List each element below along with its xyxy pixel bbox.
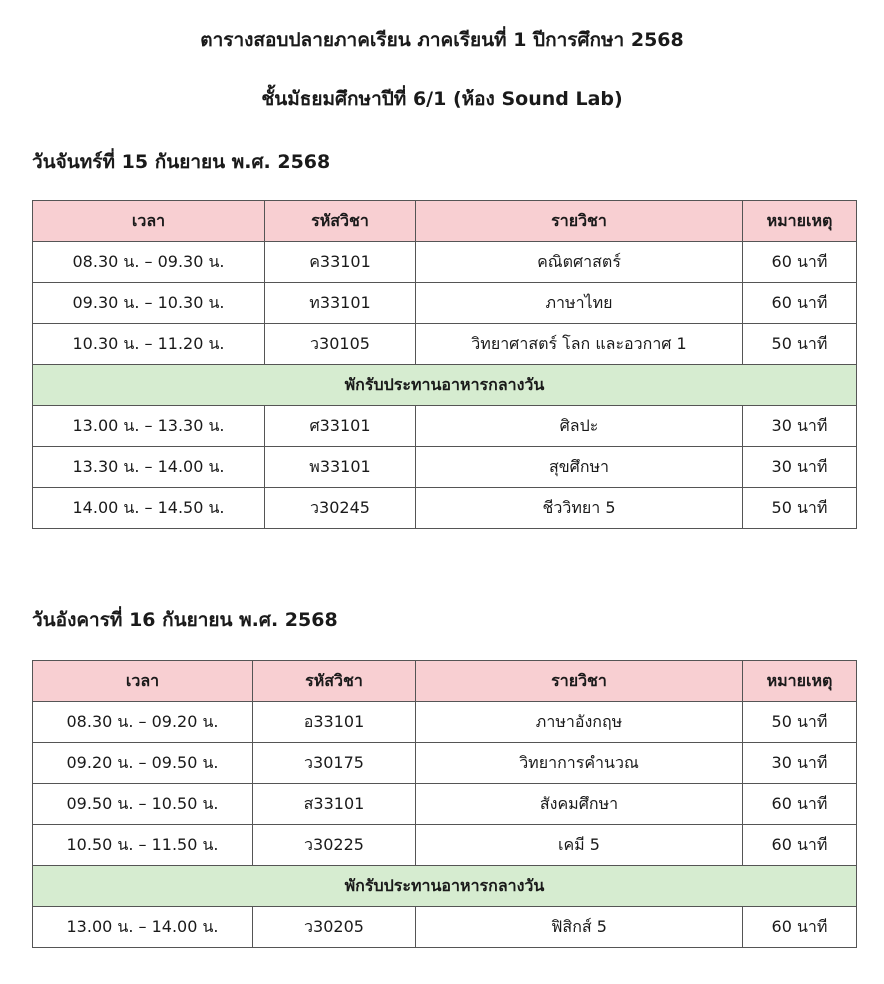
- cell-code: ว30175: [253, 743, 416, 784]
- cell-subject: คณิตศาสตร์: [416, 242, 743, 283]
- cell-note: 60 นาที: [743, 907, 857, 948]
- cell-note: 50 นาที: [743, 702, 857, 743]
- page-title: ตารางสอบปลายภาคเรียน ภาคเรียนที่ 1 ปีการศึกษา 2568: [200, 29, 684, 51]
- table-row: [33, 324, 857, 365]
- cell-time: 09.50 น. – 10.50 น.: [33, 784, 253, 825]
- column-header-subject: รายวิชา: [416, 661, 743, 702]
- cell-note: 60 นาที: [743, 784, 857, 825]
- column-header-code: รหัสวิชา: [265, 201, 416, 242]
- cell-subject: สุขศึกษา: [416, 447, 743, 488]
- cell-subject: ภาษาอังกฤษ: [416, 702, 743, 743]
- cell-code: ว30205: [253, 907, 416, 948]
- cell-time: 09.20 น. – 09.50 น.: [33, 743, 253, 784]
- cell-note: 30 นาที: [743, 406, 857, 447]
- cell-note: 30 นาที: [743, 447, 857, 488]
- cell-time: 08.30 น. – 09.30 น.: [33, 242, 265, 283]
- cell-code: ศ33101: [265, 406, 416, 447]
- cell-note: 50 นาที: [743, 324, 857, 365]
- column-header-note: หมายเหตุ: [743, 201, 857, 242]
- page-subtitle: ชั้นมัธยมศึกษาปีที่ 6/1 (ห้อง Sound Lab): [261, 88, 623, 110]
- cell-subject: ฟิสิกส์ 5: [416, 907, 743, 948]
- schedule-table-tuesday: [32, 660, 857, 948]
- lunch-break-row: [33, 866, 857, 907]
- cell-time: 14.00 น. – 14.50 น.: [33, 488, 265, 529]
- table-row: [33, 447, 857, 488]
- cell-note: 50 นาที: [743, 488, 857, 529]
- cell-code: ส33101: [253, 784, 416, 825]
- cell-subject: วิทยาศาสตร์ โลก และอวกาศ 1: [416, 324, 743, 365]
- lunch-break-label: พักรับประทานอาหารกลางวัน: [33, 866, 857, 907]
- cell-code: พ33101: [265, 447, 416, 488]
- column-header-note: หมายเหตุ: [743, 661, 857, 702]
- cell-subject: เคมี 5: [416, 825, 743, 866]
- table-row: [33, 406, 857, 447]
- day-heading-tuesday: วันอังคารที่ 16 กันยายน พ.ศ. 2568: [32, 609, 338, 631]
- cell-note: 30 นาที: [743, 743, 857, 784]
- lunch-break-row: [33, 365, 857, 406]
- cell-note: 60 นาที: [743, 825, 857, 866]
- table-header-row: [33, 201, 857, 242]
- cell-time: 10.50 น. – 11.50 น.: [33, 825, 253, 866]
- lunch-break-label: พักรับประทานอาหารกลางวัน: [33, 365, 857, 406]
- cell-code: อ33101: [253, 702, 416, 743]
- cell-subject: สังคมศึกษา: [416, 784, 743, 825]
- day-heading-monday: วันจันทร์ที่ 15 กันยายน พ.ศ. 2568: [32, 151, 331, 173]
- cell-time: 09.30 น. – 10.30 น.: [33, 283, 265, 324]
- cell-subject: วิทยาการคำนวณ: [416, 743, 743, 784]
- cell-time: 10.30 น. – 11.20 น.: [33, 324, 265, 365]
- cell-subject: ชีววิทยา 5: [416, 488, 743, 529]
- column-header-subject: รายวิชา: [416, 201, 743, 242]
- cell-code: ว30225: [253, 825, 416, 866]
- cell-code: ว30105: [265, 324, 416, 365]
- cell-time: 13.00 น. – 13.30 น.: [33, 406, 265, 447]
- table-row: [33, 743, 857, 784]
- schedule-table-monday: [32, 200, 857, 529]
- table-row: [33, 907, 857, 948]
- table-row: [33, 488, 857, 529]
- cell-code: ค33101: [265, 242, 416, 283]
- table-row: [33, 825, 857, 866]
- table-header-row: [33, 661, 857, 702]
- cell-code: ว30245: [265, 488, 416, 529]
- column-header-code: รหัสวิชา: [253, 661, 416, 702]
- column-header-time: เวลา: [33, 201, 265, 242]
- cell-code: ท33101: [265, 283, 416, 324]
- cell-note: 60 นาที: [743, 242, 857, 283]
- cell-time: 08.30 น. – 09.20 น.: [33, 702, 253, 743]
- cell-subject: ภาษาไทย: [416, 283, 743, 324]
- cell-subject: ศิลปะ: [416, 406, 743, 447]
- column-header-time: เวลา: [33, 661, 253, 702]
- cell-time: 13.00 น. – 14.00 น.: [33, 907, 253, 948]
- table-row: [33, 283, 857, 324]
- cell-time: 13.30 น. – 14.00 น.: [33, 447, 265, 488]
- table-row: [33, 702, 857, 743]
- table-row: [33, 784, 857, 825]
- table-row: [33, 242, 857, 283]
- cell-note: 60 นาที: [743, 283, 857, 324]
